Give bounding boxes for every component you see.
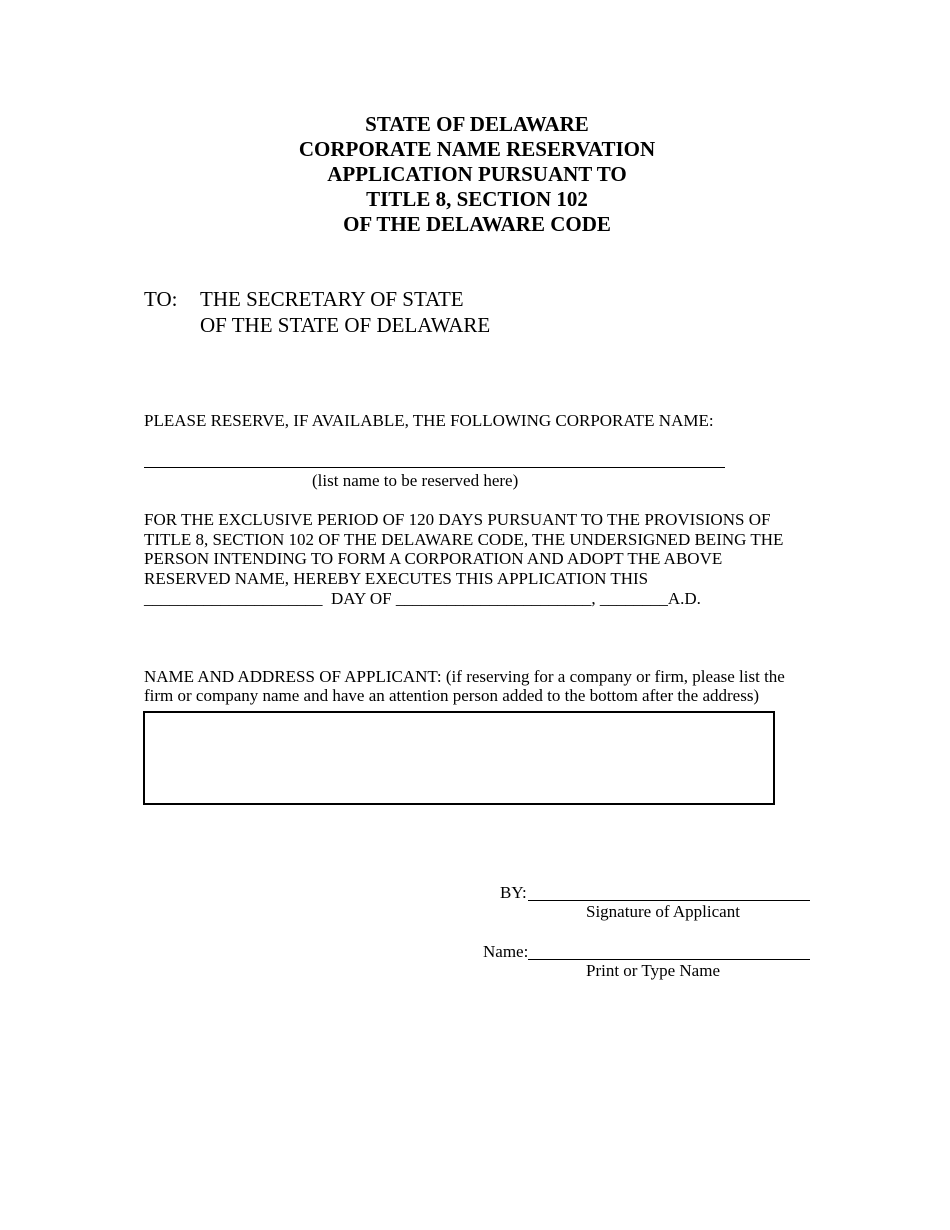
- title-line: CORPORATE NAME RESERVATION: [298, 137, 656, 161]
- period-text-line: RESERVED NAME, HEREBY EXECUTES THIS APPLICATION THIS: [144, 569, 649, 588]
- signature-by-label: BY:: [500, 883, 527, 902]
- corporate-name-field[interactable]: [144, 446, 725, 466]
- signature-line[interactable]: [528, 900, 810, 901]
- addressee-label: TO:: [144, 287, 178, 311]
- applicant-address-box[interactable]: [143, 711, 775, 805]
- printed-name-line[interactable]: [528, 959, 810, 960]
- title-line: TITLE 8, SECTION 102: [366, 187, 588, 211]
- corporate-name-caption: (list name to be reserved here): [312, 471, 519, 490]
- title-line: STATE OF DELAWARE: [365, 112, 589, 136]
- printed-name-caption: Print or Type Name: [586, 961, 720, 980]
- title-line: OF THE DELAWARE CODE: [343, 212, 611, 236]
- addressee-line-1: THE SECRETARY OF STATE: [200, 287, 464, 311]
- reservation-request-text: PLEASE RESERVE, IF AVAILABLE, THE FOLLOWING CORPORATE NAME:: [144, 411, 714, 430]
- period-text-line: PERSON INTENDING TO FORM A CORPORATION AND ADOPT THE ABOVE: [144, 549, 723, 568]
- corporate-name-underline: [144, 467, 725, 468]
- execution-date-line[interactable]: _____________________ DAY OF _______________________, ________A.D.: [144, 589, 701, 608]
- printed-name-label: Name:: [483, 942, 529, 961]
- applicant-label-line: NAME AND ADDRESS OF APPLICANT: (if reserving for a company or firm, please list the: [144, 667, 785, 686]
- applicant-label-line: firm or company name and have an attention person added to the bottom after the address): [144, 686, 760, 705]
- period-text-line: TITLE 8, SECTION 102 OF THE DELAWARE CODE, THE UNDERSIGNED BEING THE: [144, 530, 784, 549]
- title-line: APPLICATION PURSUANT TO: [327, 162, 627, 186]
- document-title: [0, 112, 950, 237]
- period-text-line: FOR THE EXCLUSIVE PERIOD OF 120 DAYS PURSUANT TO THE PROVISIONS OF: [144, 510, 771, 529]
- addressee-line-2: OF THE STATE OF DELAWARE: [200, 313, 491, 337]
- signature-caption: Signature of Applicant: [586, 902, 740, 921]
